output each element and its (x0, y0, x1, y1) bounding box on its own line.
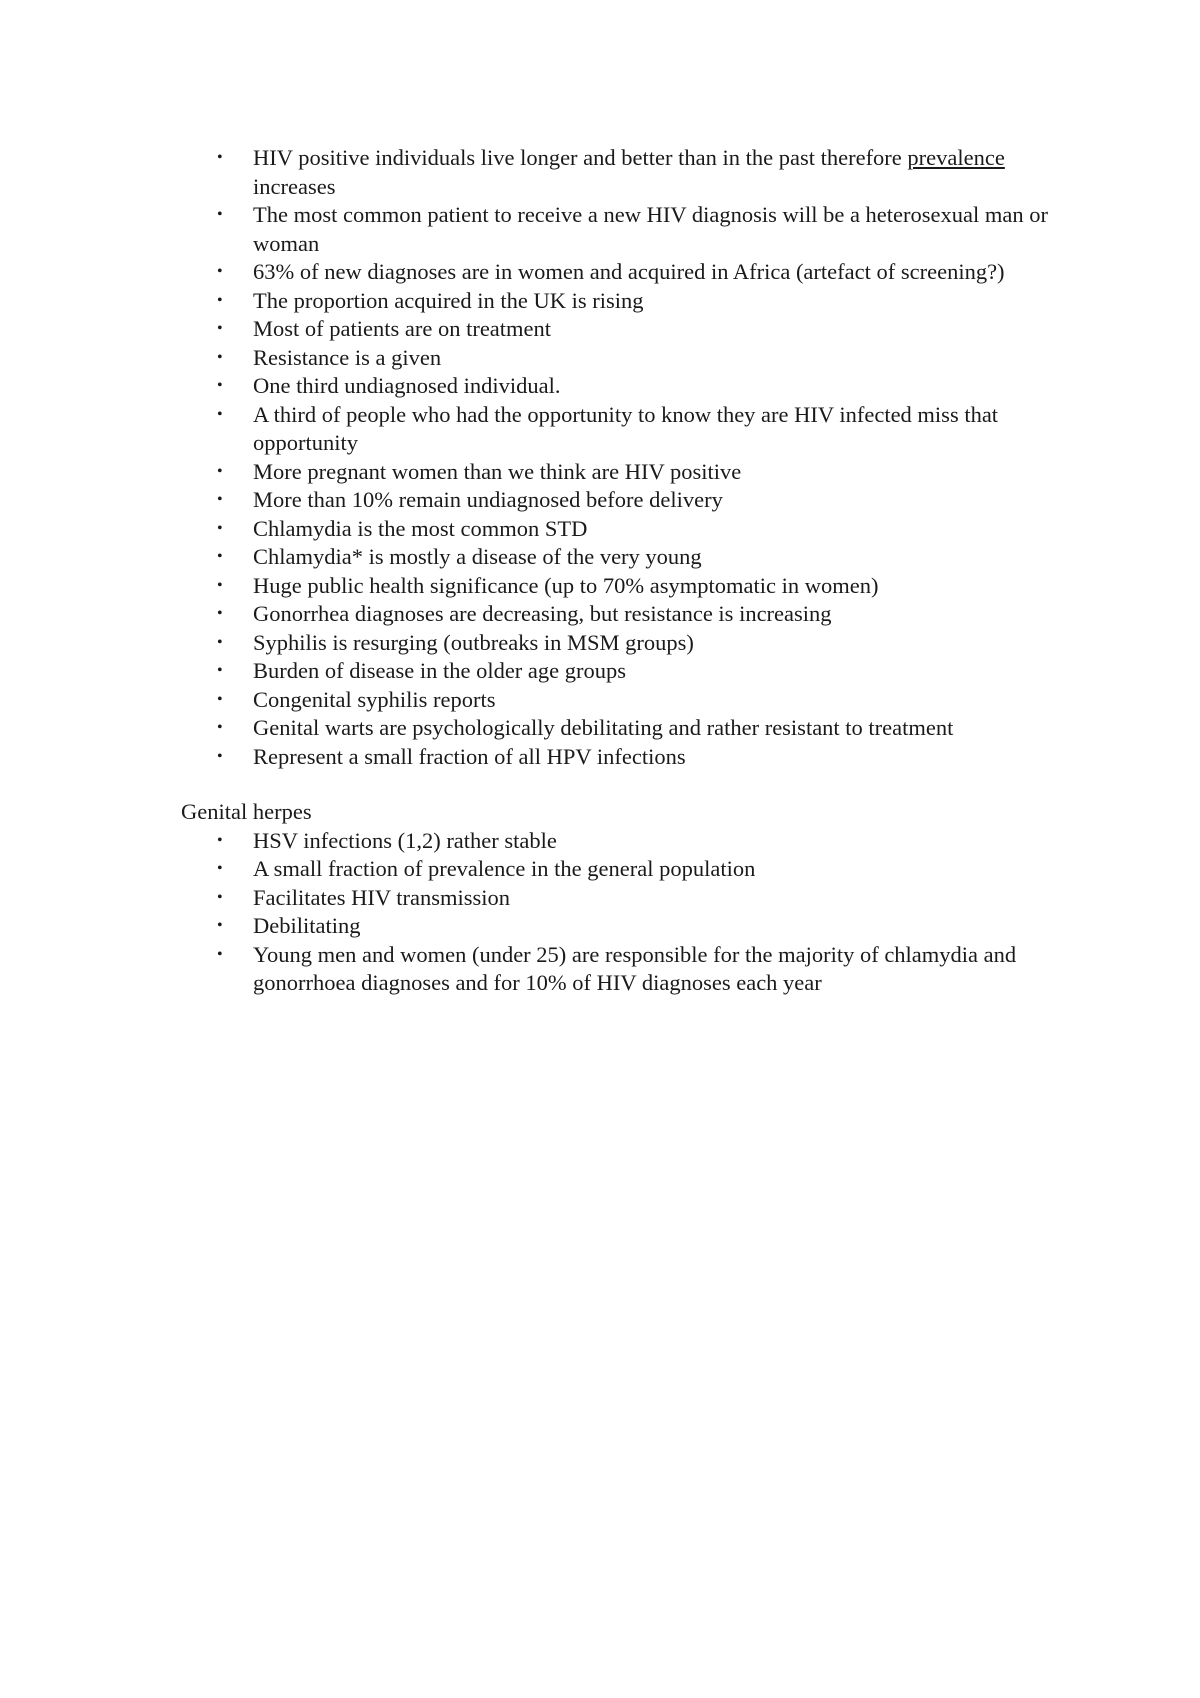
bullet-group-pregnancy (181, 458, 1081, 515)
list-item: • Resistance is a given (181, 344, 1081, 373)
bullet-group-gonorrhea (181, 600, 1081, 629)
list-item: • Most of patients are on treatment (181, 315, 1081, 344)
list-item: • Represent a small fraction of all HPV infections (181, 743, 1081, 772)
list-item: • Facilitates HIV transmission (181, 884, 1081, 913)
list-item: • 63% of new diagnoses are in women and acquired in Africa (artefact of screening?) (181, 258, 1081, 287)
underlined-term: prevalence (907, 145, 1005, 170)
list-item-text-post: increases (253, 173, 336, 199)
list-item: • More than 10% remain undiagnosed before delivery (181, 486, 1081, 515)
bullet-group-treatment (181, 315, 1081, 372)
list-item: • Burden of disease in the older age groups (181, 657, 1081, 686)
genital-herpes-heading: Genital herpes (181, 799, 312, 824)
bullet-group-chlamydia (181, 515, 1081, 601)
document-body (181, 144, 1081, 998)
list-item: • Syphilis is resurging (outbreaks in MSM groups) (181, 629, 1081, 658)
bullet-group-uk-acquired (181, 287, 1081, 316)
list-item: • HSV infections (1,2) rather stable (181, 827, 1081, 856)
list-item: • Congenital syphilis reports (181, 686, 1081, 715)
list-item: • A small fraction of prevalence in the general population (181, 855, 1081, 884)
list-item: • The proportion acquired in the UK is rising (181, 287, 1081, 316)
list-item: • Young men and women (under 25) are responsible for the majority of chlamydia and gonorrhoea diagnoses and for 10% of HIV diagnoses each year (181, 941, 1081, 998)
bullet-group-genital-herpes (181, 827, 1081, 941)
list-item-text-pre: HIV positive individuals live longer and better than in the past therefore (253, 145, 908, 170)
list-item: • One third undiagnosed individual. (181, 372, 1081, 401)
bullet-group-young-people (181, 941, 1081, 998)
list-item: • Chlamydia* is mostly a disease of the very young (181, 543, 1081, 572)
list-item: • Debilitating (181, 912, 1081, 941)
bullet-group-genital-warts (181, 714, 1081, 771)
list-item: • A third of people who had the opportunity to know they are HIV infected miss that opportunity (181, 401, 1081, 458)
bullet-group-syphilis (181, 629, 1081, 715)
list-item: • Genital warts are psychologically debilitating and rather resistant to treatment (181, 714, 1081, 743)
list-item: • Chlamydia is the most common STD (181, 515, 1081, 544)
list-item: • More pregnant women than we think are HIV positive (181, 458, 1081, 487)
list-item (181, 144, 1081, 201)
list-item: • Huge public health significance (up to 70% asymptomatic in women) (181, 572, 1081, 601)
bullet-group-hiv-prevalence (181, 144, 1081, 201)
bullet-group-new-diagnosis (181, 201, 1081, 287)
list-item: • The most common patient to receive a new HIV diagnosis will be a heterosexual man or woman (181, 201, 1081, 258)
list-item: • Gonorrhea diagnoses are decreasing, but resistance is increasing (181, 600, 1081, 629)
bullet-group-undiagnosed (181, 372, 1081, 458)
